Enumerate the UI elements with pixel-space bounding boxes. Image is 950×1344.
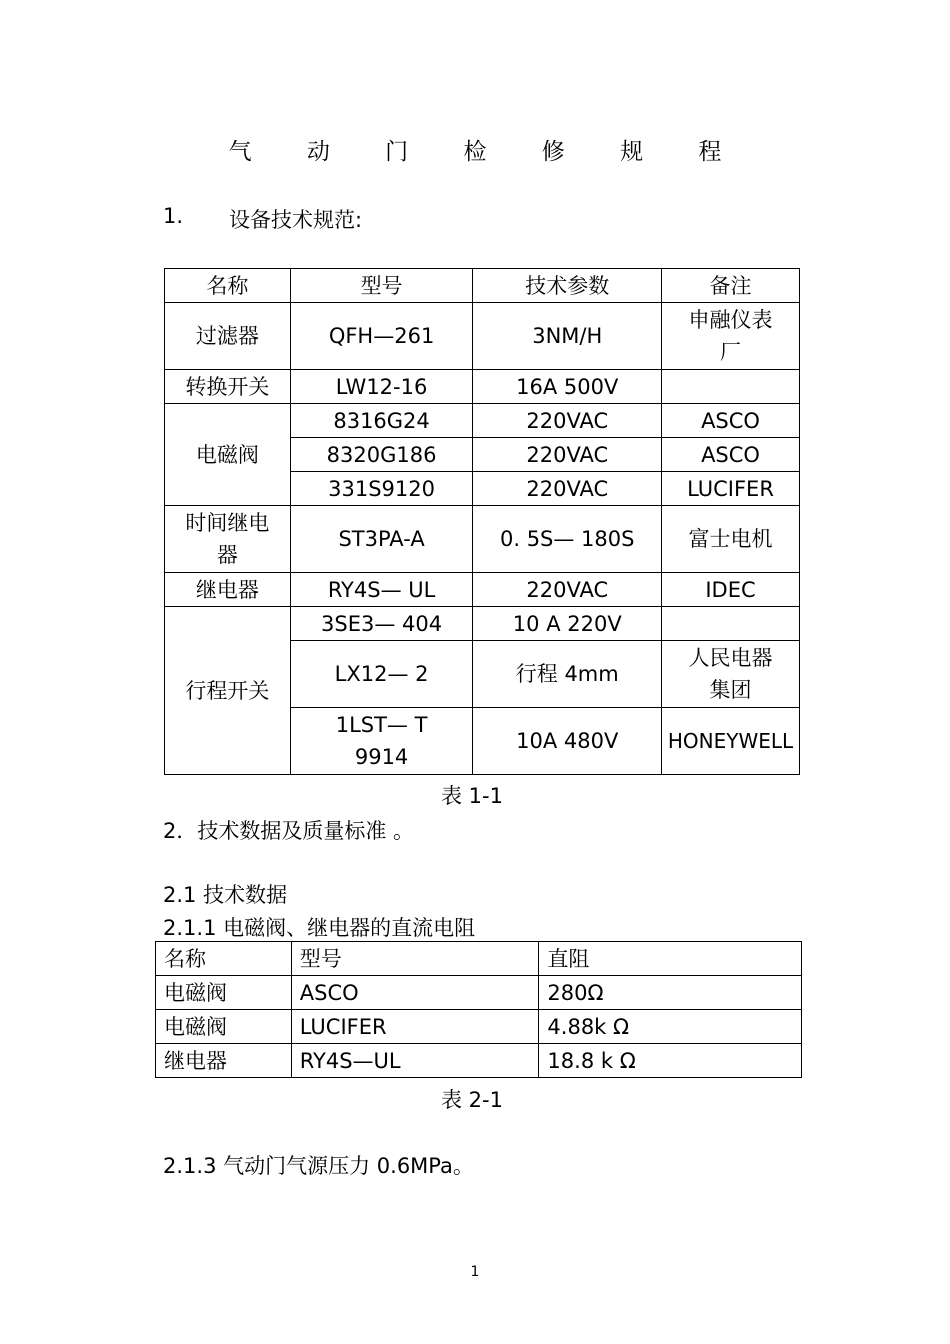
section-2-1-heading: 2.1 技术数据: [163, 883, 288, 907]
header-cell: 技术参数: [473, 269, 662, 303]
table-cell: 10 A 220V: [473, 607, 662, 641]
section-2-1-3-text: 2.1.3 气动门气源压力 0.6MPa。: [163, 1154, 474, 1178]
table-cell: 16A 500V: [473, 370, 662, 404]
equipment-spec-table: [164, 268, 800, 775]
table-cell: 人民电器集团: [662, 641, 800, 708]
resistance-table: [155, 941, 802, 1078]
table-cell: 220VAC: [473, 573, 662, 607]
table-cell: 331S9120: [290, 472, 473, 506]
table-cell: RY4S— UL: [290, 573, 473, 607]
table-cell: 220VAC: [473, 472, 662, 506]
table-row: [165, 506, 800, 573]
table-1-caption: 表 1-1: [441, 784, 503, 808]
table-header-row: [165, 269, 800, 303]
section-1-number: 1.: [163, 204, 184, 228]
section-1-heading: 设备技术规范:: [229, 208, 363, 232]
table-cell: LUCIFER: [662, 472, 800, 506]
table-cell: LUCIFER: [291, 1010, 539, 1044]
table-cell: 1LST— T 9914: [290, 708, 473, 775]
table-row: [165, 404, 800, 438]
table-cell: 时间继电器: [165, 506, 291, 573]
table-cell: 220VAC: [473, 438, 662, 472]
table-header-row: [156, 942, 802, 976]
table-cell: ST3PA-A: [290, 506, 473, 573]
table-cell: 电磁阀: [165, 404, 291, 506]
table-cell: 8320G186: [290, 438, 473, 472]
table-cell: HONEYWELL: [662, 708, 800, 775]
table-cell: 行程 4mm: [473, 641, 662, 708]
table-cell: 继电器: [156, 1044, 292, 1078]
table-cell: ASCO: [662, 438, 800, 472]
table-cell: ASCO: [662, 404, 800, 438]
header-cell: 直阻: [539, 942, 802, 976]
table-cell: LW12-16: [290, 370, 473, 404]
table-cell: 富士电机: [662, 506, 800, 573]
table-cell: 3NM/H: [473, 303, 662, 370]
table-cell: 4.88k Ω: [539, 1010, 802, 1044]
table-cell: QFH—261: [290, 303, 473, 370]
table-cell: 0. 5S— 180S: [473, 506, 662, 573]
header-cell: 备注: [662, 269, 800, 303]
section-2-1-1-heading: 2.1.1 电磁阀、继电器的直流电阻: [163, 916, 476, 940]
section-2-heading: 2．技术数据及质量标准 。: [163, 819, 415, 843]
table-cell: [662, 607, 800, 641]
table-cell: 电磁阀: [156, 976, 292, 1010]
table-row: [165, 607, 800, 641]
table-cell: 220VAC: [473, 404, 662, 438]
table-cell: 电磁阀: [156, 1010, 292, 1044]
table-row: [156, 1044, 802, 1078]
table-cell: 申融仪表厂: [662, 303, 800, 370]
table-cell: [662, 370, 800, 404]
table-cell: ASCO: [291, 976, 539, 1010]
table-row: [156, 976, 802, 1010]
table-cell: 继电器: [165, 573, 291, 607]
table-cell: 280Ω: [539, 976, 802, 1010]
table-cell: LX12— 2: [290, 641, 473, 708]
page-title: 气 动 门 检 修 规 程: [228, 139, 746, 165]
table-cell: 过滤器: [165, 303, 291, 370]
table-cell: 行程开关: [165, 607, 291, 775]
table-cell: 18.8 k Ω: [539, 1044, 802, 1078]
header-cell: 型号: [290, 269, 473, 303]
table-row: [165, 303, 800, 370]
table-2-caption: 表 2-1: [441, 1088, 503, 1112]
table-cell: IDEC: [662, 573, 800, 607]
table-row: [156, 1010, 802, 1044]
table-cell: 转换开关: [165, 370, 291, 404]
table-row: [165, 370, 800, 404]
table-cell: 10A 480V: [473, 708, 662, 775]
header-cell: 名称: [165, 269, 291, 303]
page-number: 1: [470, 1264, 480, 1280]
table-cell: RY4S—UL: [291, 1044, 539, 1078]
header-cell: 名称: [156, 942, 292, 976]
table-cell: 8316G24: [290, 404, 473, 438]
table-cell: 3SE3— 404: [290, 607, 473, 641]
table-row: [165, 573, 800, 607]
header-cell: 型号: [291, 942, 539, 976]
